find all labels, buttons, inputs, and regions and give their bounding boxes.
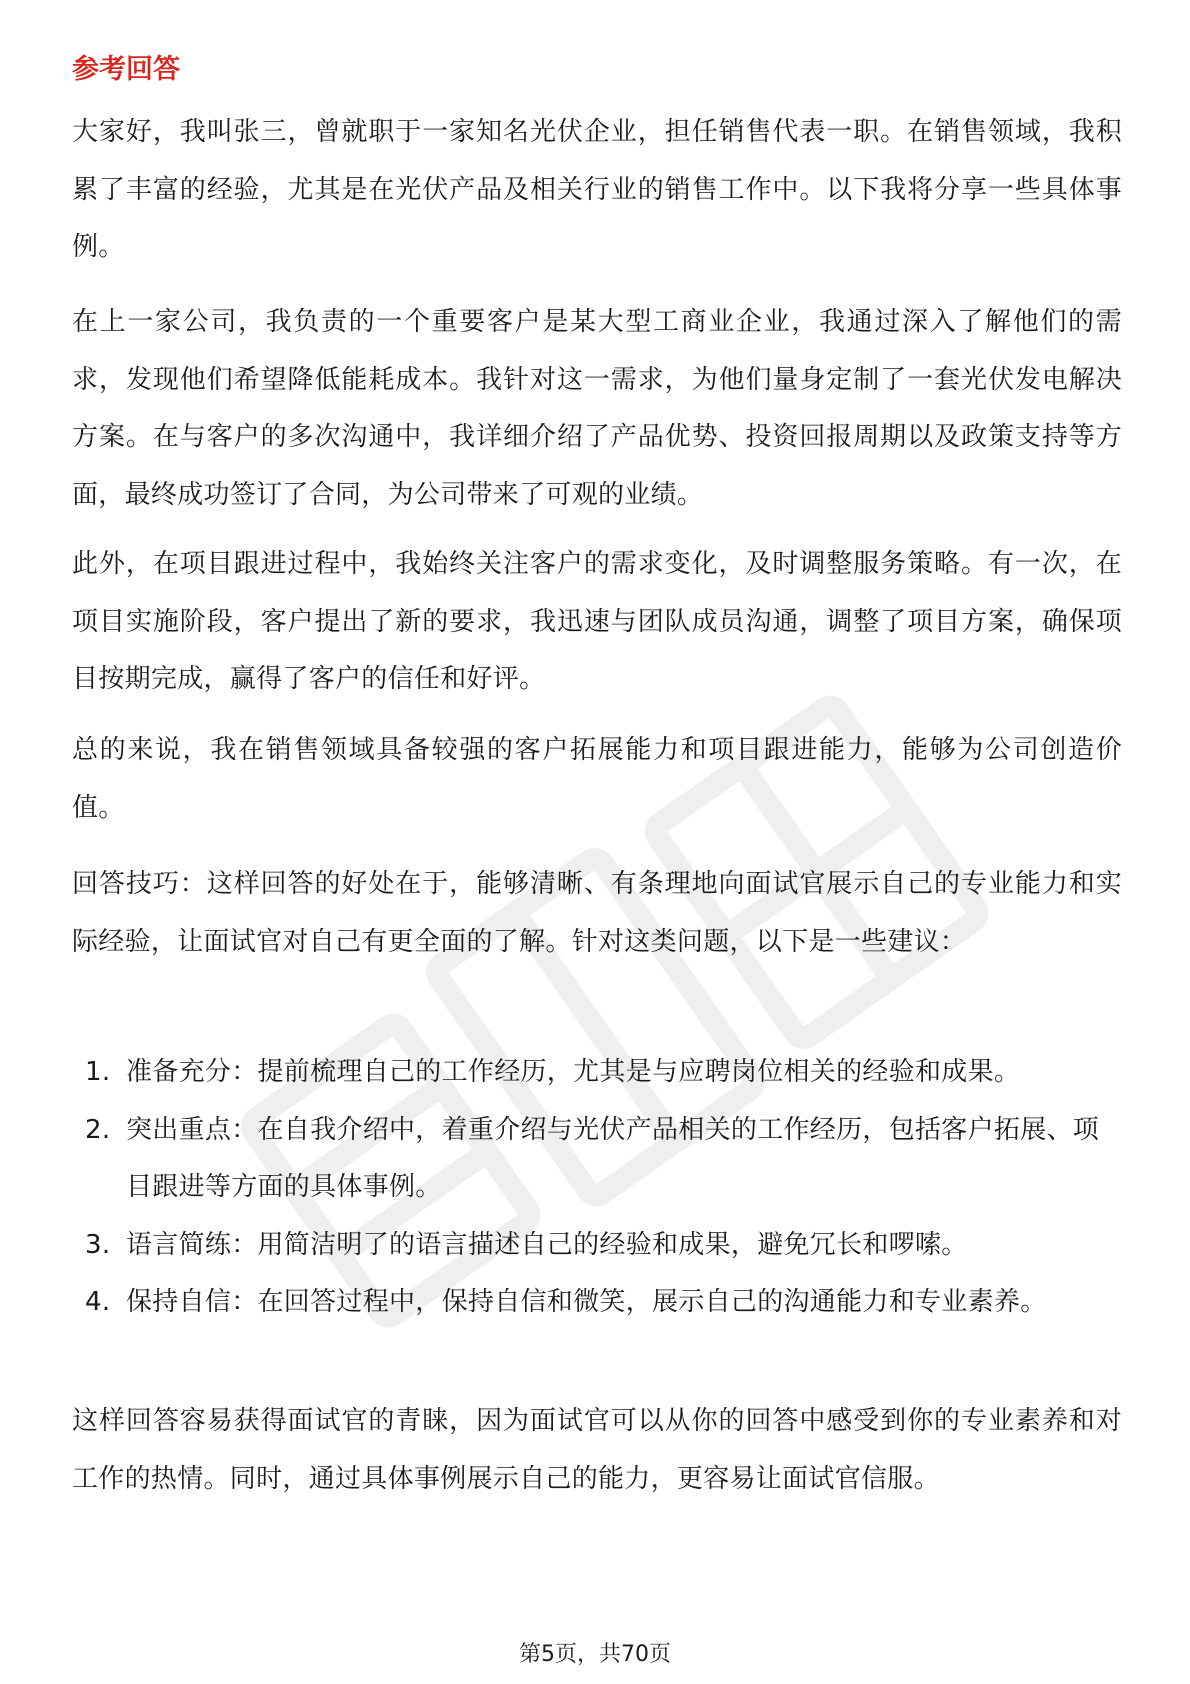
tips-list [72,1044,1122,1332]
list-text: 准备充分：提前梳理自己的工作经历，尤其是与应聘岗位相关的经验和成果。 [126,1057,1021,1087]
paragraph-closing: 这样回答容易获得面试官的青睐，因为面试官可以从你的回答中感受到你的专业素养和对工作的热情。同时，通过具体事例展示自己的能力，更容易让面试官信服。 [72,1406,1122,1494]
list-item [72,1044,1122,1102]
list-number: 2. [85,1114,111,1145]
list-number: 1. [85,1057,111,1087]
list-number: 4. [85,1287,111,1317]
list-item [72,1217,1122,1275]
list-text: 突出重点：在自我介绍中，着重介绍与光伏产品相关的工作经历，包括客户拓展、项目跟进等方面的具体事例。 [126,1114,1100,1202]
paragraph-answer-tips: 回答技巧：这样回答的好处在于，能够清晰、有条理地向面试官展示自己的专业能力和实际经验，让面试官对自己有更全面的了解。针对这类问题，以下是一些建议： [72,869,1122,957]
page-number: 第5页，共70页 [519,1642,671,1667]
list-item [72,1274,1122,1332]
paragraph-client-example: 在上一家公司，我负责的一个重要客户是某大型工商业企业，我通过深入了解他们的需求，发现他们希望降低能耗成本。我针对这一需求，为他们量身定制了一套光伏发电解决方案。在与客户的多次沟通中，我详细介绍了产品优势、投资回报周期以及政策支持等方面，最终成功签订了合同，为公司带来了可观的业绩。 [72,307,1122,510]
paragraph-summary: 总的来说，我在销售领域具备较强的客户拓展能力和项目跟进能力，能够为公司创造价值。 [72,735,1122,823]
list-text: 保持自信：在回答过程中，保持自信和微笑，展示自己的沟通能力和专业素养。 [126,1287,1047,1317]
paragraph-intro: 大家好，我叫张三，曾就职于一家知名光伏企业，担任销售代表一职。在销售领域，我积累了丰富的经验，尤其是在光伏产品及相关行业的销售工作中。以下我将分享一些具体事例。 [72,117,1122,262]
paragraph-follow-up: 此外，在项目跟进过程中，我始终关注客户的需求变化，及时调整服务策略。有一次，在项目实施阶段，客户提出了新的要求，我迅速与团队成员沟通，调整了项目方案，确保项目按期完成，赢得了客户的信任和好评。 [72,549,1122,694]
list-item [72,1102,1122,1217]
list-number: 3. [85,1229,111,1260]
list-text: 语言简练：用简洁明了的语言描述自己的经验和成果，避免冗长和啰嗦。 [126,1229,968,1260]
section-heading: 参考回答 [72,54,180,85]
